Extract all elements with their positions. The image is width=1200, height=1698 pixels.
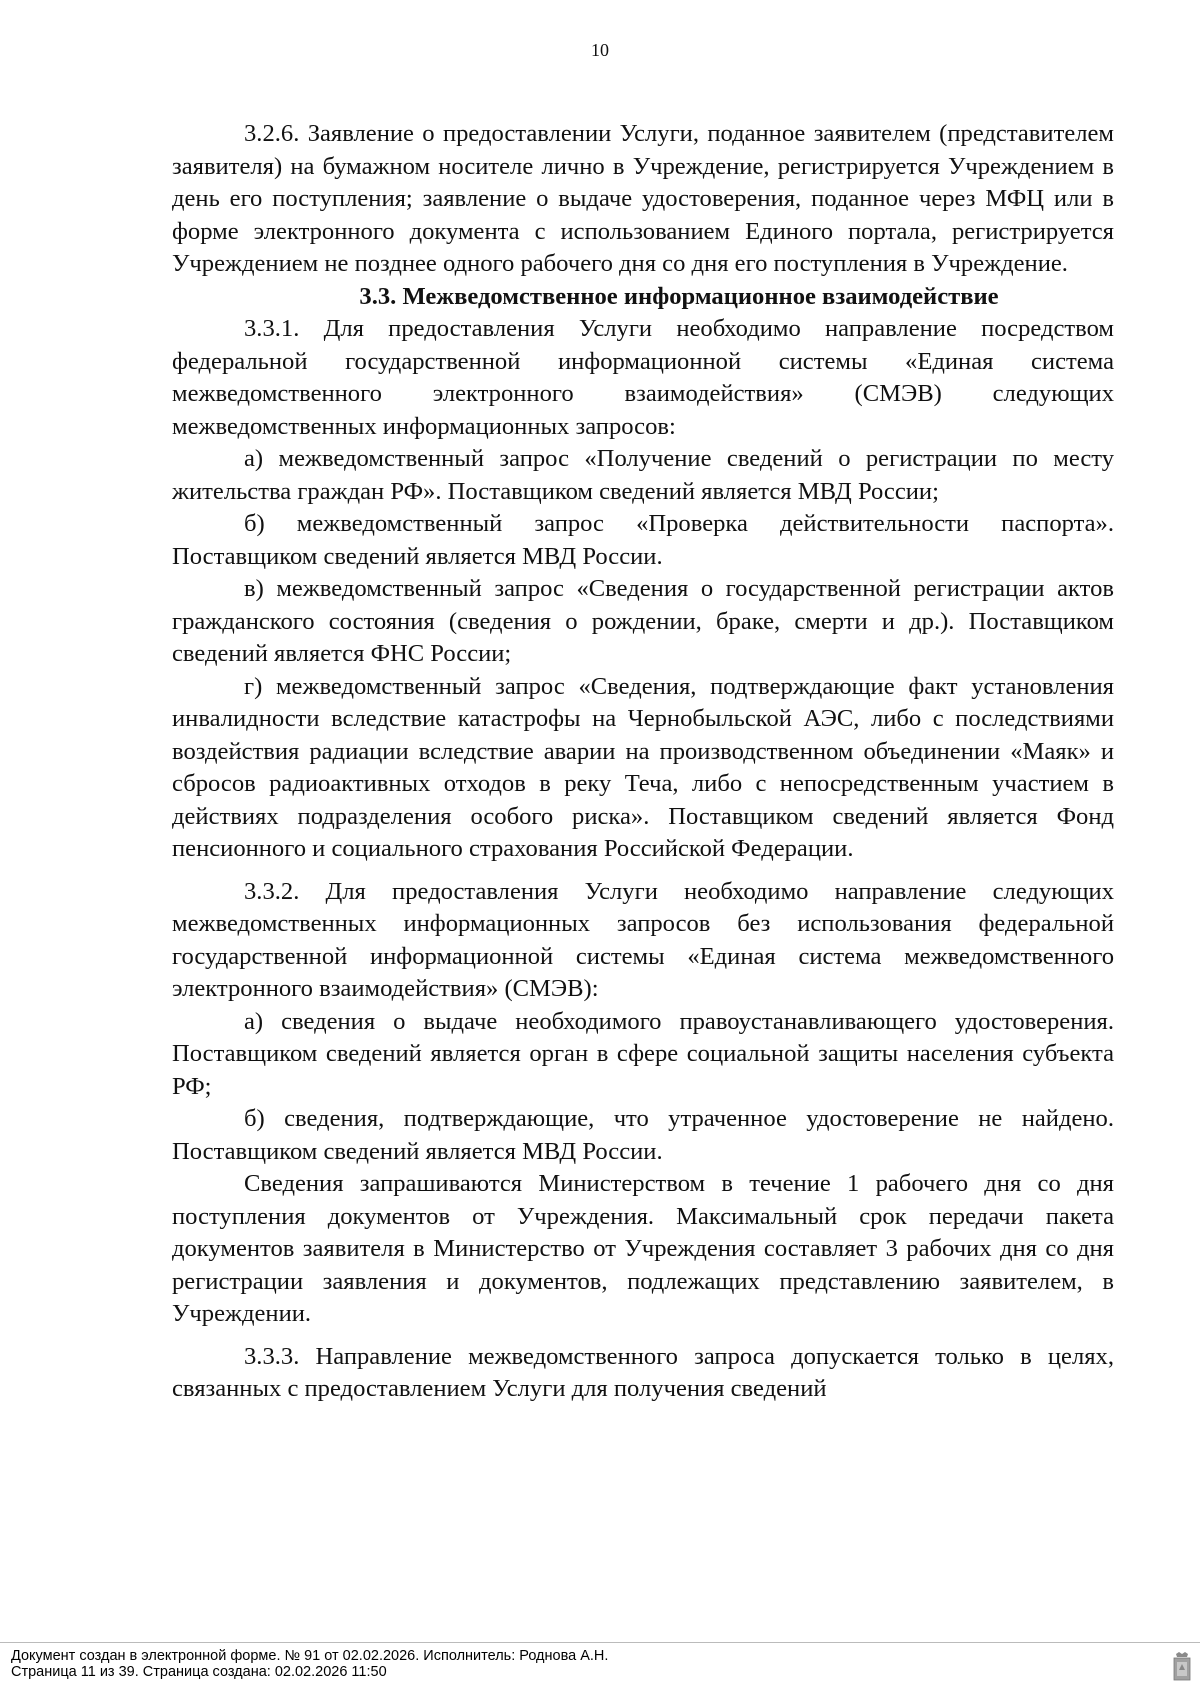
paragraph-3-3-2-a: а) сведения о выдаче необходимого правоустанавливающего удостоверения. Поставщиком сведений является орган в сфере социальной защиты населения субъекта РФ; [172, 1007, 1114, 1100]
section-heading: 3.3. Межведомственное информационное взаимодействие [359, 282, 999, 310]
footer-line-2: Страница 11 из 39. Страница создана: 02.02.2026 11:50 [11, 1664, 387, 1680]
coat-of-arms-icon [1172, 1652, 1192, 1682]
paragraph-3-3-2: 3.3.2. Для предоставления Услуги необходимо направление следующих межведомственных информационных запросов без использования федеральной государственной информационной системы «Единая система межведомственного электронного взаимодействия» (СМЭВ): [172, 877, 1114, 1002]
paragraph-3-3-3: 3.3.3. Направление межведомственного запроса допускается только в целях, связанных с предоставлением Услуги для получения сведений [172, 1342, 1114, 1402]
paragraph-svedeniya: Сведения запрашиваются Министерством в течение 1 рабочего дня со дня поступления документов от Учреждения. Максимальный срок передачи пакета документов заявителя в Министерство от Учреждения составляет 3 рабочих дня со дня регистрации заявления и документов, подлежащих представлению заявителем, в Учреждении. [172, 1170, 1114, 1327]
page-number: 10 [591, 40, 609, 60]
footer-divider [0, 1642, 1200, 1643]
paragraph-3-3-1-b: б) межведомственный запрос «Проверка действительности паспорта». Поставщиком сведений является МВД России. [172, 510, 1114, 570]
paragraph-3-3-1-v: в) межведомственный запрос «Сведения о государственной регистрации актов гражданского состояния (сведения о рождении, браке, смерти и др.). Поставщиком сведений является ФНС России; [172, 575, 1114, 667]
paragraph-3-3-1: 3.3.1. Для предоставления Услуги необходимо направление посредством федеральной государственной информационной системы «Единая система межведомственного электронного взаимодействия» (СМЭВ) следующих межведомственных информационных запросов: [172, 315, 1114, 440]
paragraph-3-2-6: 3.2.6. Заявление о предоставлении Услуги, поданное заявителем (представителем заявителя) на бумажном носителе лично в Учреждение, регистрируется Учреждением в день его поступления; заявление о выдаче удостоверения, поданное через МФЦ или в форме электронного документа с использованием Единого портала, регистрируется Учреждением не позднее одного рабочего дня со дня его поступления в Учреждение. [172, 120, 1114, 277]
paragraph-3-3-2-b: б) сведения, подтверждающие, что утраченное удостоверение не найдено. Поставщиком сведений является МВД России. [172, 1105, 1114, 1165]
paragraph-3-3-1-a: а) межведомственный запрос «Получение сведений о регистрации по месту жительства граждан РФ». Поставщиком сведений является МВД России; [172, 445, 1114, 505]
footer [11, 1648, 608, 1680]
footer-line-1: Документ создан в электронной форме. № 91 от 02.02.2026. Исполнитель: Роднова А.Н. [11, 1648, 609, 1664]
document-body [172, 118, 1114, 1406]
paragraph-3-3-1-g: г) межведомственный запрос «Сведения, подтверждающие факт установления инвалидности вследствие катастрофы на Чернобыльской АЭС, либо с последствиями воздействия радиации вследствие аварии на производственном объединении «Маяк» и сбросов радиоактивных отходов в реку Теча, либо с непосредственным участием в действиях подразделения особого риска». Поставщиком сведений является Фонд пенсионного и социального страхования Российской Федерации. [172, 672, 1114, 862]
